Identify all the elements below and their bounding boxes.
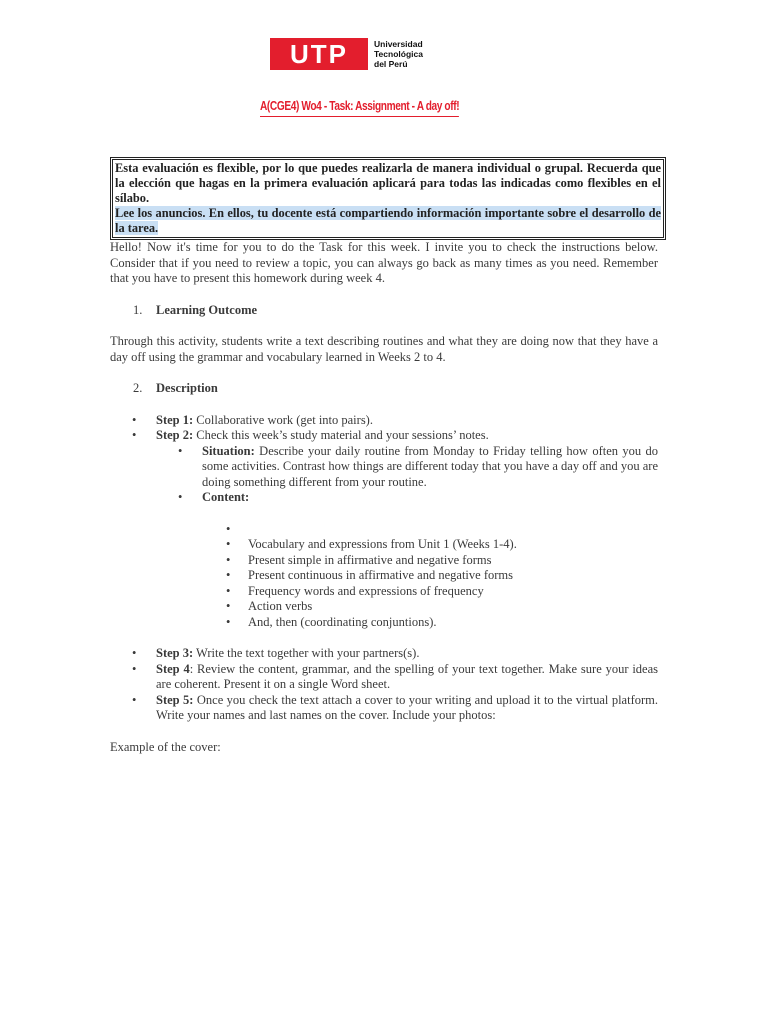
- page-title: A(CGE4) Wo4 - Task: Assignment - A day off!: [260, 98, 459, 117]
- step2-sublist: [156, 444, 658, 631]
- logo-line-1: Universidad: [374, 39, 423, 49]
- step-label: Step 4: [156, 661, 190, 676]
- outcome-paragraph: Through this activity, students write a text describing routines and what they are doing now that they have a day off using the grammar and vocabulary learned in Weeks 2 to 4.: [110, 334, 658, 364]
- list-item: [156, 646, 658, 662]
- step-text: : Review the content, grammar, and the spelling of your text together. Make sure your ideas are coherent. Present it on a single Word sheet.: [156, 661, 658, 691]
- section-heading: Description: [156, 381, 218, 395]
- step-label: Step 5:: [156, 692, 194, 707]
- steps-list: [110, 413, 658, 631]
- step-text: Check this week’s study material and your sessions’ notes.: [193, 428, 489, 442]
- list-item: [248, 522, 658, 538]
- list-item: [156, 693, 658, 724]
- list-item: [202, 490, 658, 630]
- logo-line-3: del Perú: [374, 59, 408, 69]
- situation-label: Situation:: [202, 443, 255, 458]
- list-item: [156, 428, 658, 630]
- notice-box: [110, 157, 666, 240]
- list-item: • Present continuous in affirmative and negative forms: [248, 568, 658, 584]
- situation-text: Describe your daily routine from Monday to Friday telling how often you do some activities. Contrast how things are different today that you have a day off and you are doing something different from your routine.: [202, 443, 659, 489]
- section-heading: Learning Outcome: [156, 302, 258, 317]
- step-label: Step 2:: [156, 428, 194, 442]
- utp-logo: [270, 38, 423, 70]
- list-item: [156, 413, 658, 429]
- section-number: 1.: [133, 302, 143, 317]
- step-text: Once you check the text attach a cover to your writing and upload it to the virtual platform. Write your names and last names on the cover. Include your photos:: [156, 692, 658, 722]
- list-item: • Present simple in affirmative and negative forms: [248, 553, 658, 569]
- notice-text-2: Lee los anuncios. En ellos, tu docente está compartiendo información importante sobre el desarrollo de la tarea.: [115, 206, 661, 235]
- section-learning-outcome: [110, 303, 658, 319]
- list-item: • Vocabulary and expressions from Unit 1 (Weeks 1-4).: [248, 537, 658, 553]
- notice-text-1: Esta evaluación es flexible, por lo que puedes realizarla de manera individual o grupal. Recuerda que la elección que hagas en la primera evaluación aplicará para todas las indicadas como flexibles en el sílabo.: [115, 161, 661, 205]
- section-number: 2.: [133, 381, 143, 395]
- step-text: Write the text together with your partners(s).: [193, 646, 420, 660]
- list-item: • Action verbs: [248, 599, 658, 615]
- intro-paragraph: Hello! Now it's time for you to do the Task for this week. I invite you to check the instructions below. Consider that if you need to review a topic, you can always go back as many times as you need. Remember that you have to present this homework during week 4.: [110, 240, 658, 285]
- document-body: [110, 240, 658, 755]
- steps-list-continued: [110, 646, 658, 724]
- step-text: Collaborative work (get into pairs).: [193, 412, 373, 427]
- logo-wordmark: [374, 39, 423, 69]
- content-label: Content:: [202, 490, 250, 504]
- step-label: Step 3:: [156, 646, 194, 660]
- logo-mark: UTP: [270, 38, 368, 70]
- content-list: [202, 522, 658, 631]
- logo-line-2: Tecnológica: [374, 49, 423, 59]
- section-description: [110, 381, 658, 397]
- list-item: [202, 444, 658, 491]
- example-caption: Example of the cover:: [110, 739, 221, 754]
- list-item: [156, 662, 658, 693]
- list-item: • And, then (coordinating conjuntions).: [248, 615, 658, 631]
- list-item: • Frequency words and expressions of frequency: [248, 584, 658, 600]
- step-label: Step 1:: [156, 412, 194, 427]
